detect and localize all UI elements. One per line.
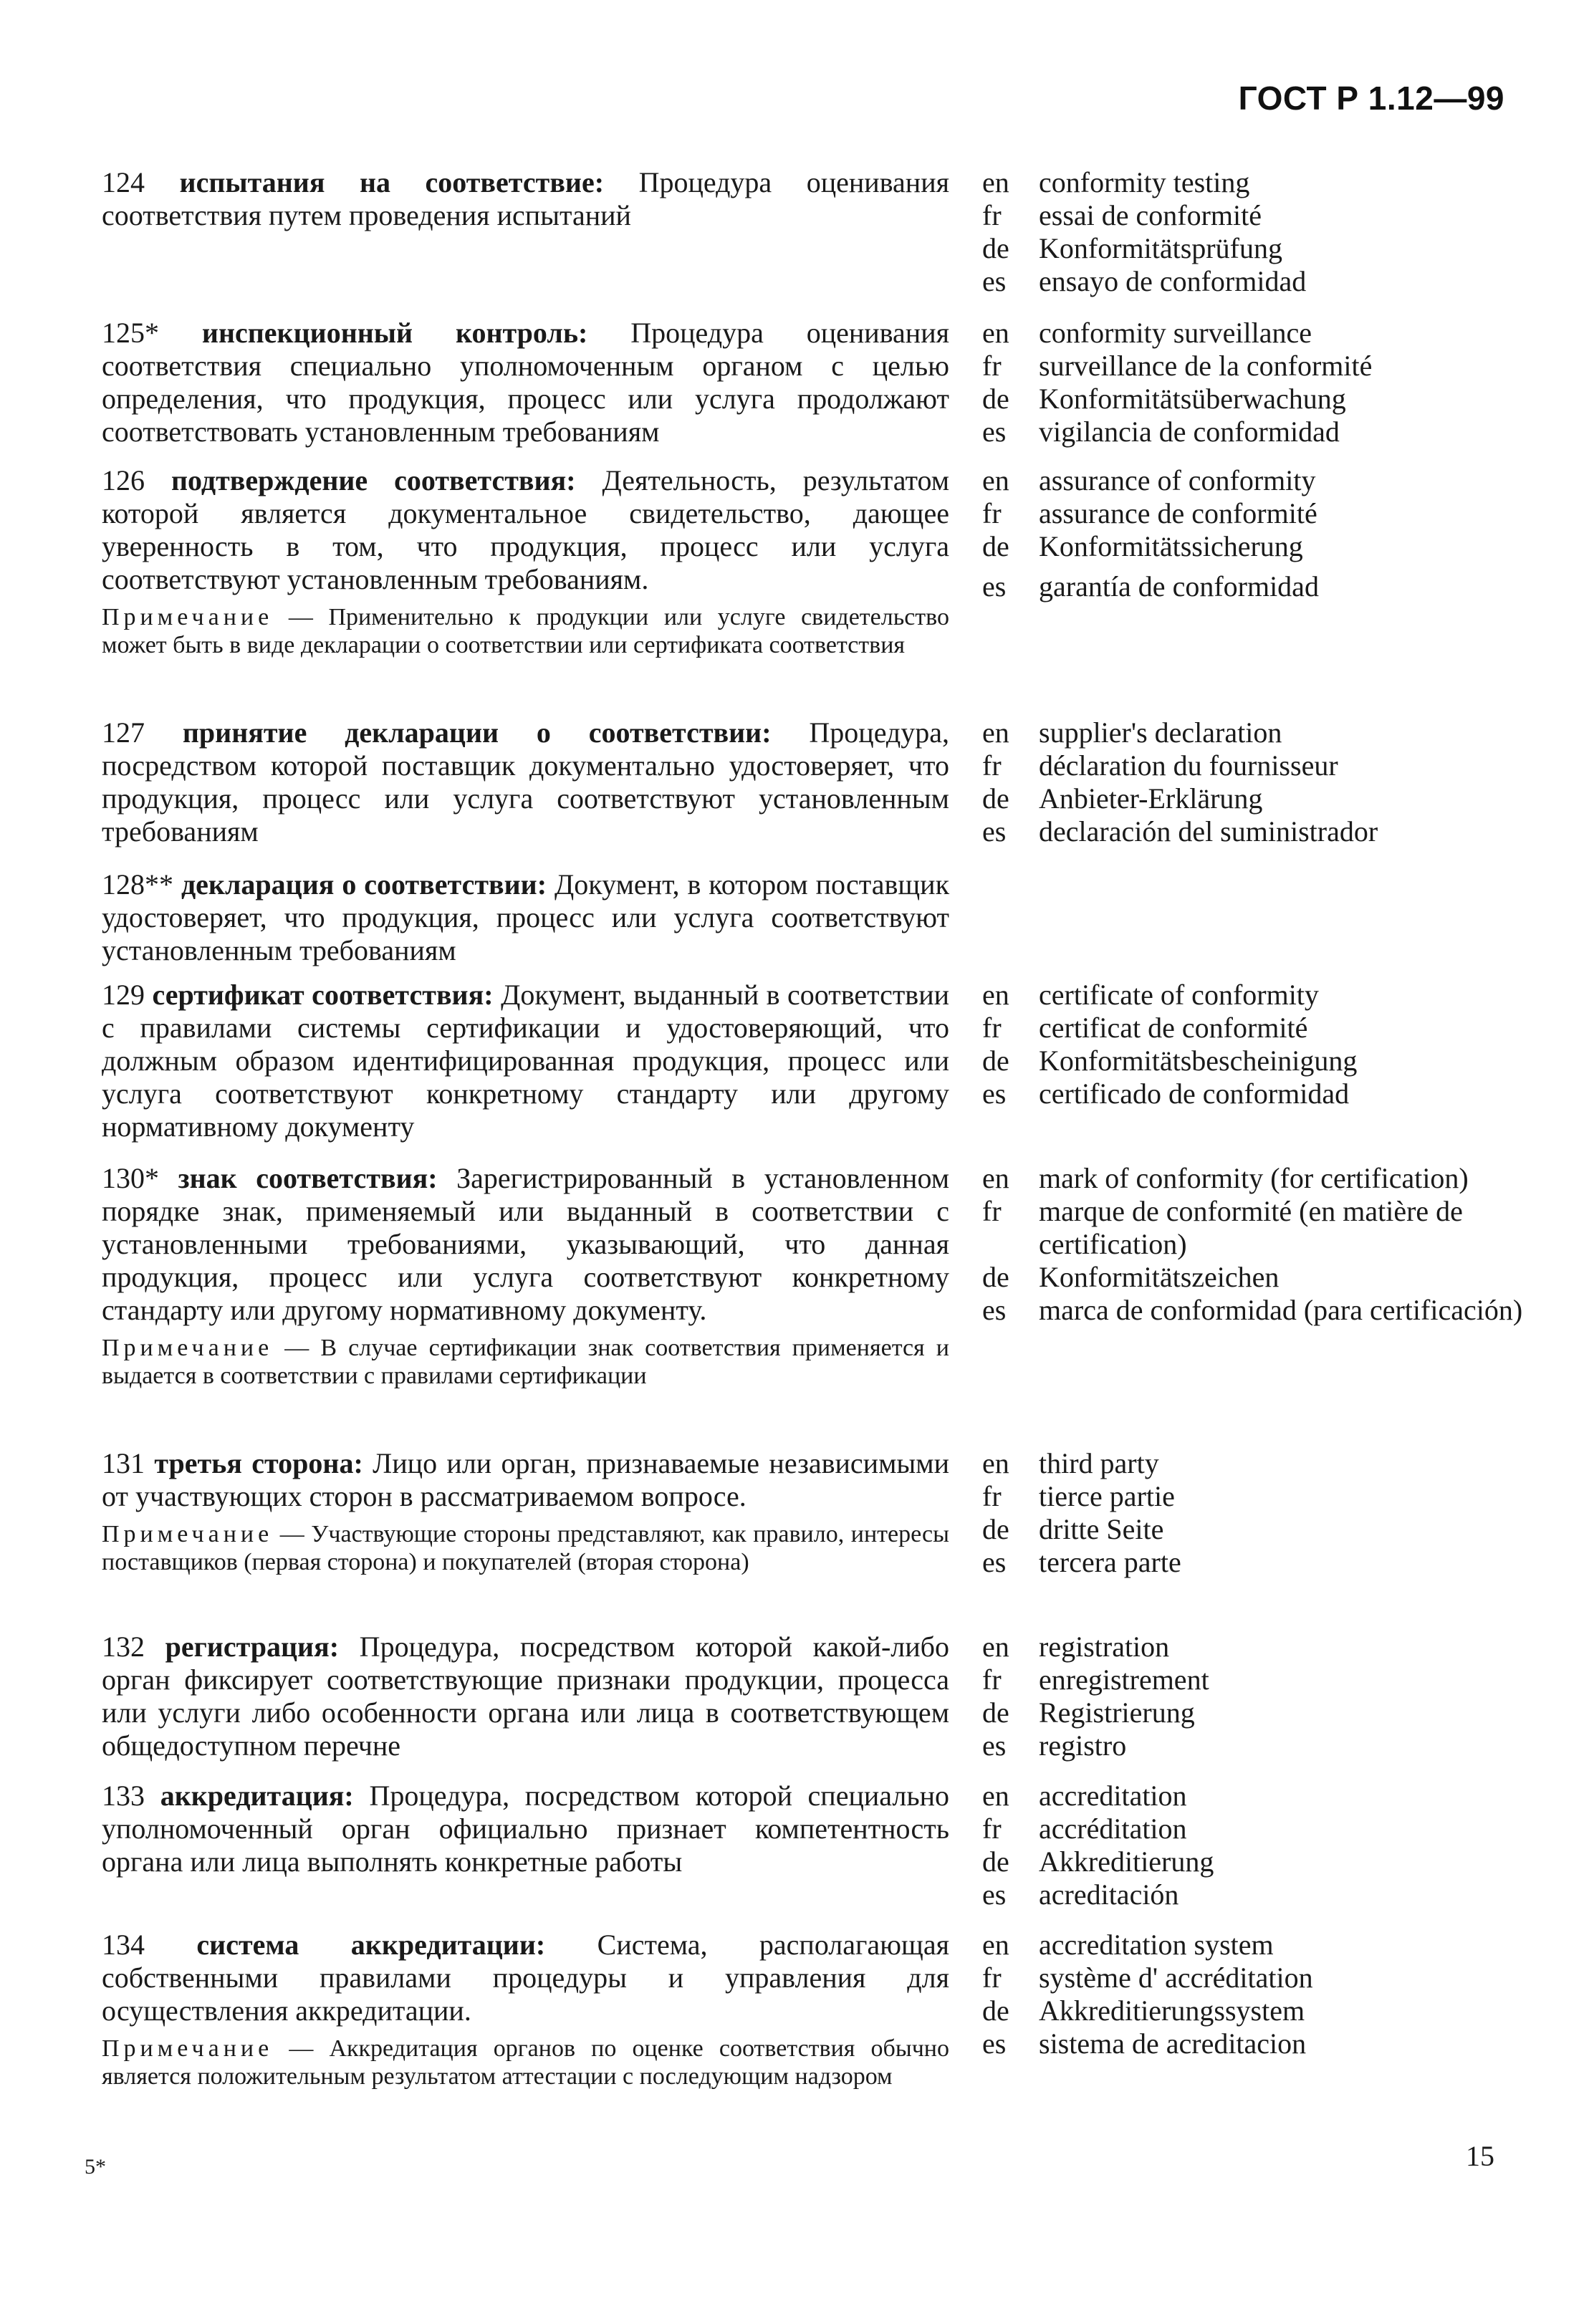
equivalent-row xyxy=(982,1962,1527,1994)
lang-code: es xyxy=(982,416,1007,448)
equivalent-row xyxy=(982,1513,1527,1546)
lang-code: de xyxy=(982,232,1009,264)
equivalent-term: third party xyxy=(1039,1447,1159,1479)
equivalent-term: conformity surveillance xyxy=(1039,317,1312,349)
lang-code: es xyxy=(982,265,1007,297)
equivalent-term: essai de conformité xyxy=(1039,199,1262,231)
term-note xyxy=(102,603,949,659)
equivalent-term: registration xyxy=(1039,1631,1170,1663)
equivalent-row xyxy=(982,979,1527,1012)
equivalent-row xyxy=(982,530,1527,563)
term-definition-text: Процедура оценивания соответствия специально уполномоченным органом с целью определения, что продукция, процесс или услуга продолжают соответствовать установленным требованиям xyxy=(102,317,950,448)
equivalent-term: Konformitätsbescheinigung xyxy=(1039,1045,1358,1077)
foreign-equivalents xyxy=(982,1929,1527,2060)
equivalent-row xyxy=(982,1631,1527,1663)
term-definition-text: Деятельность, результатом которой является документальное свидетельство, дающее уверенность в том, что продукция, процесс или услуга соответствуют установленным требованиям. xyxy=(102,464,950,595)
equivalent-row xyxy=(982,2027,1527,2060)
lang-code: en xyxy=(982,979,1009,1011)
term-number: 128** xyxy=(102,868,181,901)
term-definition xyxy=(102,166,949,232)
term-note xyxy=(102,1520,949,1576)
term-definition-text: Зарегистрированный в установленном порядке знак, применяемый или выданный в соответствии с установленными требованиями, указывающий, что данная продукция, процесс или услуга соответствуют конкретному стандарту или другому нормативному документу. xyxy=(102,1162,950,1326)
equivalent-term: acreditación xyxy=(1039,1878,1179,1911)
equivalent-term: accréditation xyxy=(1039,1812,1187,1845)
equivalent-row xyxy=(982,1845,1527,1878)
lang-code: en xyxy=(982,1929,1009,1961)
term-number: 127 xyxy=(102,716,183,749)
equivalent-row xyxy=(982,416,1527,448)
term-name: знак соответствия: xyxy=(178,1162,438,1194)
lang-code: fr xyxy=(982,1663,1002,1696)
equivalent-term: Registrierung xyxy=(1039,1696,1195,1729)
lang-code: en xyxy=(982,716,1009,749)
term-name: декларация о соответствии: xyxy=(181,868,547,901)
equivalent-term: Konformitätsprüfung xyxy=(1039,232,1282,264)
term-name: регистрация: xyxy=(165,1631,340,1663)
term-definition xyxy=(102,979,949,1143)
equivalent-row xyxy=(982,1663,1527,1696)
equivalent-row xyxy=(982,1012,1527,1045)
note-label: Примечание xyxy=(102,2035,274,2062)
term-definition-text: Система, располагающая собственными правилами процедуры и управления для осуществления аккредитации. xyxy=(102,1929,950,2027)
equivalent-term: accreditation system xyxy=(1039,1929,1274,1961)
equivalent-term: Akkreditierungssystem xyxy=(1039,1994,1305,2027)
term-number: 125* xyxy=(102,317,202,349)
foreign-equivalents xyxy=(982,979,1527,1110)
term-name: инспекционный контроль: xyxy=(201,317,588,349)
lang-code: fr xyxy=(982,1480,1002,1512)
note-text: — Применительно к продукции или услуге свидетельство может быть в виде декларации о соответствии или сертификата соответствия xyxy=(102,604,949,658)
equivalent-row xyxy=(982,464,1527,497)
term-number: 124 xyxy=(102,166,180,198)
foreign-equivalents xyxy=(982,1162,1527,1327)
term-number: 126 xyxy=(102,464,171,496)
equivalent-row xyxy=(982,1994,1527,2027)
page-number: 15 xyxy=(1466,2140,1494,2172)
equivalent-row xyxy=(982,1780,1527,1812)
term-definition-text: Процедура оценивания соответствия путем проведения испытаний xyxy=(102,166,949,231)
equivalent-term: Konformitätssicherung xyxy=(1039,530,1303,562)
equivalent-term: assurance de conformité xyxy=(1039,497,1317,529)
equivalent-term: accreditation xyxy=(1039,1780,1187,1812)
equivalent-row xyxy=(982,497,1527,530)
equivalent-term: Anbieter-Erklärung xyxy=(1039,782,1263,815)
equivalent-row xyxy=(982,749,1527,782)
lang-code: de xyxy=(982,1261,1009,1293)
equivalent-term: garantía de conformidad xyxy=(1039,570,1319,602)
term-name: подтверждение соответствия: xyxy=(171,464,576,496)
equivalent-row xyxy=(982,166,1527,199)
lang-code: es xyxy=(982,1546,1007,1578)
equivalent-term: mark of conformity (for certification) xyxy=(1039,1162,1469,1194)
equivalent-term: vigilancia de conformidad xyxy=(1039,416,1340,448)
equivalent-term: conformity testing xyxy=(1039,166,1250,198)
equivalent-row xyxy=(982,1546,1527,1579)
term-number: 132 xyxy=(102,1631,165,1663)
lang-code: en xyxy=(982,317,1009,349)
equivalent-term: sistema de acreditacion xyxy=(1039,2027,1307,2060)
term-definition xyxy=(102,1780,949,1878)
equivalent-term: marque de conformité (en matière de certification) xyxy=(1039,1195,1463,1260)
lang-code: es xyxy=(982,1077,1007,1110)
lang-code: es xyxy=(982,1294,1007,1326)
equivalent-row xyxy=(982,1878,1527,1911)
term-name: принятие декларации о соответствии: xyxy=(182,716,772,749)
term-definition-text: Процедура, посредством которой специально уполномоченный орган официально признает компетентность органа или лица выполнять конкретные работы xyxy=(102,1780,949,1878)
equivalent-term: dritte Seite xyxy=(1039,1513,1164,1545)
lang-code: es xyxy=(982,815,1007,848)
lang-code: de xyxy=(982,1045,1009,1077)
equivalent-term: déclaration du fournisseur xyxy=(1039,749,1338,782)
equivalent-row xyxy=(982,1045,1527,1077)
equivalent-row xyxy=(982,1261,1527,1294)
term-definition xyxy=(102,1162,949,1390)
lang-code: de xyxy=(982,530,1009,562)
foreign-equivalents xyxy=(982,1631,1527,1762)
equivalent-row xyxy=(982,1162,1527,1195)
equivalent-row xyxy=(982,1195,1527,1261)
equivalent-row xyxy=(982,232,1527,265)
term-name: испытания на соответствие: xyxy=(179,166,605,198)
lang-code: fr xyxy=(982,1962,1002,1994)
lang-code: es xyxy=(982,2027,1007,2060)
lang-code: fr xyxy=(982,199,1002,231)
equivalent-term: registro xyxy=(1039,1729,1127,1762)
term-definition xyxy=(102,716,949,848)
equivalent-row xyxy=(982,1696,1527,1729)
note-label: Примечание xyxy=(102,1521,274,1547)
equivalent-term: système d' accréditation xyxy=(1039,1962,1313,1994)
lang-code: de xyxy=(982,1513,1009,1545)
equivalent-term: surveillance de la conformité xyxy=(1039,350,1373,382)
foreign-equivalents xyxy=(982,317,1527,448)
foreign-equivalents xyxy=(982,464,1527,603)
equivalent-term: Konformitätszeichen xyxy=(1039,1261,1280,1293)
equivalent-term: supplier's declaration xyxy=(1039,716,1282,749)
equivalent-row xyxy=(982,265,1527,298)
term-definition-text: Документ, в котором поставщик удостоверяет, что продукция, процесс или услуга соответствуют установленным требованиям xyxy=(102,868,950,966)
equivalent-row xyxy=(982,1294,1527,1327)
lang-code: fr xyxy=(982,497,1002,529)
term-number: 131 xyxy=(102,1447,155,1479)
lang-code: de xyxy=(982,383,1009,415)
equivalent-row xyxy=(982,350,1527,383)
note-label: Примечание xyxy=(102,604,274,630)
lang-code: de xyxy=(982,782,1009,815)
lang-code: de xyxy=(982,1994,1009,2027)
lang-code: fr xyxy=(982,350,1002,382)
lang-code: fr xyxy=(982,1012,1002,1044)
equivalent-term: Konformitätsüberwachung xyxy=(1039,383,1346,415)
term-note xyxy=(102,2035,949,2090)
equivalent-row xyxy=(982,199,1527,232)
term-number: 134 xyxy=(102,1929,197,1961)
equivalent-row xyxy=(982,1447,1527,1480)
term-definition xyxy=(102,1447,949,1576)
term-definition-text: Документ, выданный в соответствии с правилами системы сертификации и удостоверяющий, что должным образом идентифицированная продукция, процесс или услуга соответствуют конкретному стандарту или другому нормативному документу xyxy=(102,979,950,1143)
equivalent-term: enregistrement xyxy=(1039,1663,1209,1696)
equivalent-term: declaración del suministrador xyxy=(1039,815,1378,848)
lang-code: fr xyxy=(982,1812,1002,1845)
term-definition xyxy=(102,317,949,448)
equivalent-row xyxy=(982,815,1527,848)
term-note xyxy=(102,1334,949,1390)
lang-code: es xyxy=(982,1729,1007,1762)
lang-code: de xyxy=(982,1845,1009,1878)
lang-code: fr xyxy=(982,749,1002,782)
equivalent-term: tercera parte xyxy=(1039,1546,1181,1578)
term-number: 130* xyxy=(102,1162,178,1194)
lang-code: de xyxy=(982,1696,1009,1729)
term-definition xyxy=(102,1631,949,1762)
note-text: — Участвующие стороны представляют, как правило, интересы поставщиков (первая сторона) и покупателей (вторая сторона) xyxy=(102,1521,949,1575)
term-definition xyxy=(102,868,949,967)
equivalent-term: assurance of conformity xyxy=(1039,464,1316,496)
note-text: — Аккредитация органов по оценке соответствия обычно является положительным результатом аттестации с последующим надзором xyxy=(102,2035,949,2090)
lang-code: es xyxy=(982,570,1007,602)
equivalent-term: tierce partie xyxy=(1039,1480,1175,1512)
equivalent-row xyxy=(982,570,1527,603)
term-definition xyxy=(102,1929,949,2090)
term-number: 129 xyxy=(102,979,153,1011)
term-name: система аккредитации: xyxy=(196,1929,546,1961)
foreign-equivalents xyxy=(982,166,1527,298)
equivalent-row xyxy=(982,1812,1527,1845)
equivalent-row xyxy=(982,1077,1527,1110)
term-name: третья сторона: xyxy=(154,1447,363,1479)
lang-code: en xyxy=(982,166,1009,198)
term-definition xyxy=(102,464,949,659)
lang-code: en xyxy=(982,1447,1009,1479)
term-definition-text: Процедура, посредством которой поставщик документально удостоверяет, что продукция, процесс или услуга соответствуют установленным требованиям xyxy=(102,716,950,848)
equivalent-row xyxy=(982,1729,1527,1762)
equivalent-row xyxy=(982,782,1527,815)
document-code-header: ГОСТ Р 1.12—99 xyxy=(1238,80,1504,117)
equivalent-term: certificado de conformidad xyxy=(1039,1077,1350,1110)
note-label: Примечание xyxy=(102,1335,274,1361)
equivalent-row xyxy=(982,1929,1527,1962)
lang-code: en xyxy=(982,1780,1009,1812)
foreign-equivalents xyxy=(982,716,1527,848)
equivalent-row xyxy=(982,317,1527,350)
lang-code: en xyxy=(982,1162,1009,1194)
lang-code: fr xyxy=(982,1195,1002,1227)
note-text: — В случае сертификации знак соответствия применяется и выдается в соответствии с правилами сертификации xyxy=(102,1335,949,1389)
equivalent-term: marca de conformidad (para certificación) xyxy=(1039,1294,1523,1326)
lang-code: es xyxy=(982,1878,1007,1911)
term-name: сертификат соответствия: xyxy=(152,979,494,1011)
equivalent-term: ensayo de conformidad xyxy=(1039,265,1307,297)
equivalent-term: Akkreditierung xyxy=(1039,1845,1214,1878)
foreign-equivalents xyxy=(982,1780,1527,1911)
term-definition-text: Лицо или орган, признаваемые независимыми от участвующих сторон в рассматриваемом вопросе. xyxy=(102,1447,949,1512)
term-number: 133 xyxy=(102,1780,160,1812)
foreign-equivalents xyxy=(982,1447,1527,1579)
term-definition-text: Процедура, посредством которой какой-либо орган фиксирует соответствующие признаки продукции, процесса или услуги либо особенности органа или лица в соответствующем общедоступном перечне xyxy=(102,1631,950,1762)
equivalent-row xyxy=(982,1480,1527,1513)
lang-code: en xyxy=(982,464,1009,496)
equivalent-term: certificate of conformity xyxy=(1039,979,1319,1011)
equivalent-row xyxy=(982,716,1527,749)
equivalent-term: certificat de conformité xyxy=(1039,1012,1308,1044)
term-name: аккредитация: xyxy=(160,1780,354,1812)
signature-mark: 5* xyxy=(85,2155,106,2179)
equivalent-row xyxy=(982,383,1527,416)
lang-code: en xyxy=(982,1631,1009,1663)
